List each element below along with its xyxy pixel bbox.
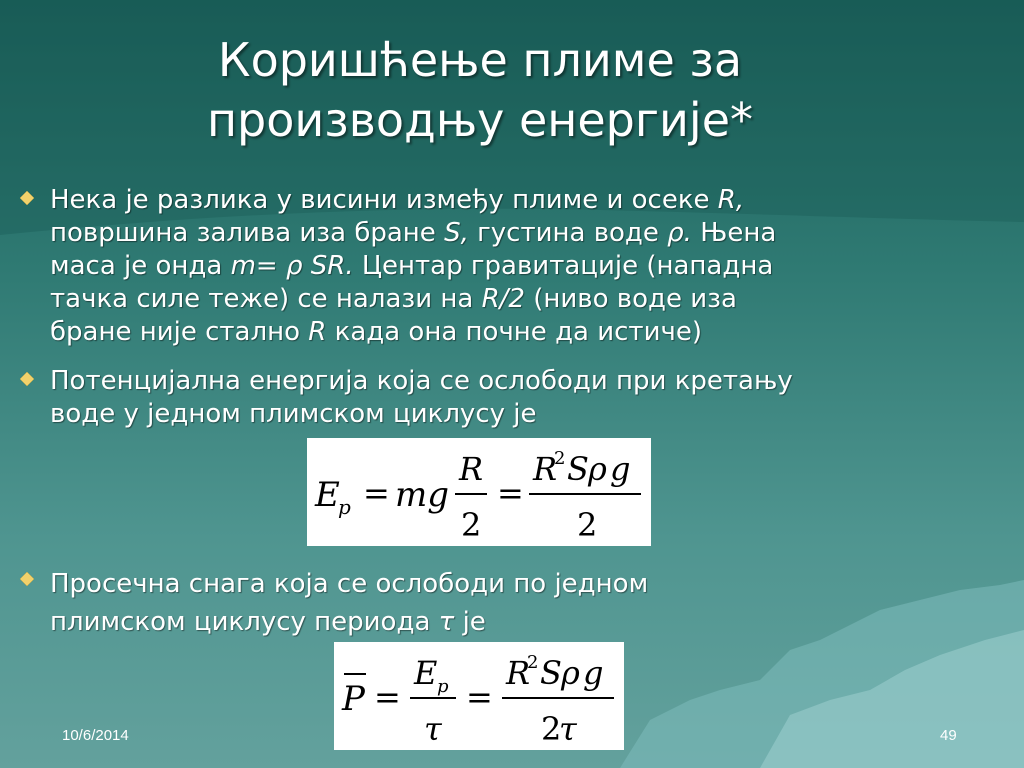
var-S: S, [444,218,469,248]
bullet-1-line-2-text: површина залива иза бране [50,218,445,248]
bullet-2-line-1: Потенцијална енергија која се ослободи при кретању [50,366,793,396]
f1-eq-2: = [497,474,524,512]
var-R: R, [717,185,745,215]
bullet-2-text [50,365,950,431]
f2-eq-2: = [466,678,493,716]
f1-sub-p: p [338,495,351,519]
f1-num-R2: R [533,450,558,488]
bullet-1-line-5-text: бране није стално [50,317,309,347]
f1-den-2b: 2 [577,506,598,544]
bullet-1-line-1-text: Нека је разлика у висини између плиме и осеке [50,185,718,215]
f1-num-R: R [459,450,484,488]
diamond-bullet-icon [16,185,42,211]
f2-den-tau: τ [424,710,442,748]
bullet-1-text [50,184,920,349]
f1-E: E [315,475,340,515]
bullet-3-text [50,565,920,641]
f2-den-tau-b: τ [559,710,577,748]
var-rho: ρ. [667,218,692,248]
var-mass: m= ρ SR. [230,251,354,281]
bullet-1-line-5-text-b: када она почне да истиче) [326,317,702,347]
bullet-1-line-2-text-c: Њена [691,218,777,248]
f1-sup-2: 2 [554,448,566,469]
bullet-1-line-4-text-b: (ниво воде иза [524,284,737,314]
f2-num-S: S [540,654,562,692]
var-tau: τ [438,607,455,637]
f1-mg: mg [395,475,450,515]
bullet-3-line-1: Просечна снага која се ослободи по једном [50,569,649,599]
title-line-1: Коришћење плиме за [217,33,743,87]
bullet-1-line-4-text: тачка силе теже) се налази на [50,284,482,314]
f2-P: P [342,679,365,719]
bullet-1-line-2-text-b: густина воде [468,218,668,248]
f2-eq-1: = [374,678,401,716]
f1-num-rho: ρ [588,450,607,488]
formula-average-power [334,642,624,750]
f1-num-S: S [567,450,589,488]
bullet-3-line-2-text: плимском циклусу периода [50,607,439,637]
f1-den-2: 2 [461,506,482,544]
bullet-1-line-3-text: маса је онда [50,251,231,281]
var-R-half: R/2 [481,284,525,314]
var-R-2: R [308,317,327,347]
bullet-2-line-2: воде у једном плимском циклусу је [50,399,537,429]
f2-num-R: R [506,654,531,692]
slide-title [120,30,840,150]
f2-den-2: 2 [541,710,562,748]
f2-num-g: g [583,654,604,692]
f2-num-E: E [414,654,438,692]
f1-num-g: g [610,450,631,488]
title-line-2: производњу енергије* [206,93,754,147]
f2-sub-p: p [437,676,449,697]
formula-potential-energy [307,438,651,546]
bullet-3-line-2-text-b: је [454,607,486,637]
diamond-bullet-icon [16,566,42,592]
f2-sup-2: 2 [527,652,539,673]
f1-eq-1: = [363,474,390,512]
diamond-bullet-icon [16,366,42,392]
bullet-1-line-3-text-b: Центар гравитације (нападна [353,251,774,281]
f2-num-rho: ρ [561,654,580,692]
slide-number: 49 [940,727,957,744]
footer-date: 10/6/2014 [62,727,129,744]
